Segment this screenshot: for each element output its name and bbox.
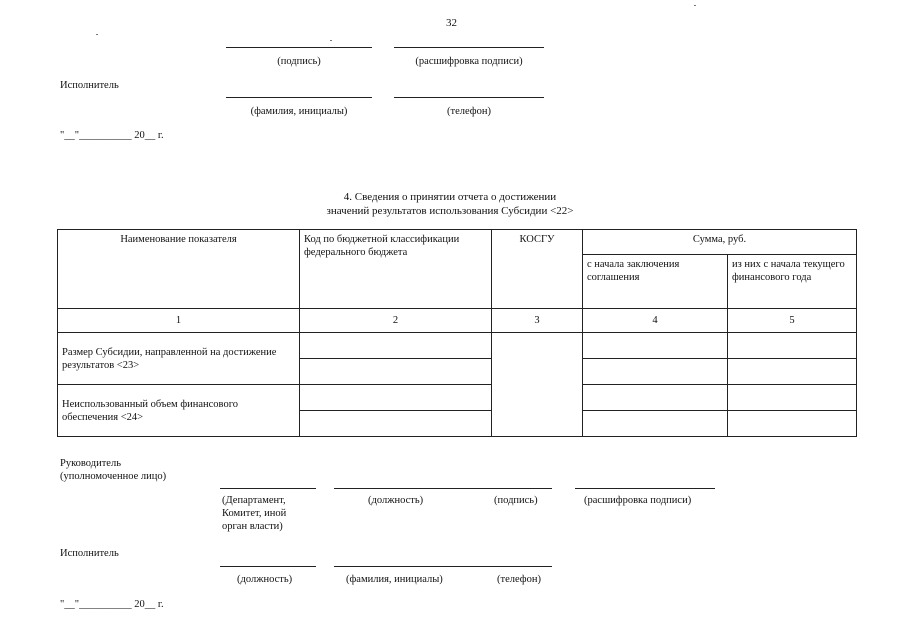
table-cell[interactable] bbox=[728, 333, 857, 359]
position-signature-line[interactable] bbox=[334, 488, 552, 489]
page-number: 32 bbox=[446, 17, 457, 29]
executor-label-bottom: Исполнитель bbox=[60, 548, 119, 559]
department-label-line1: (Департамент, bbox=[222, 495, 286, 506]
executor-phone-line[interactable] bbox=[394, 97, 544, 98]
table-cell[interactable] bbox=[300, 359, 492, 385]
table-cell[interactable] bbox=[583, 385, 728, 411]
column-number: 3 bbox=[492, 309, 583, 333]
executor-phone-label: (телефон) bbox=[447, 106, 491, 117]
report-table bbox=[57, 229, 857, 437]
executor-label: Исполнитель bbox=[60, 80, 119, 91]
decoding-label-bottom: (расшифровка подписи) bbox=[584, 495, 692, 506]
section-title-line1: 4. Сведения о принятии отчета о достижении bbox=[343, 191, 557, 203]
decoding-line[interactable] bbox=[575, 488, 715, 489]
signature-label-bottom: (подпись) bbox=[494, 495, 538, 506]
header-since-start: с начала заключения соглашения bbox=[583, 255, 728, 309]
department-label-line2: Комитет, иной bbox=[222, 508, 287, 519]
column-number: 2 bbox=[300, 309, 492, 333]
scan-speck bbox=[330, 40, 332, 41]
table-cell[interactable] bbox=[728, 359, 857, 385]
executor-name-label-bottom: (фамилия, инициалы) bbox=[346, 574, 443, 585]
signature-decoding-label: (расшифровка подписи) bbox=[415, 56, 523, 67]
column-number: 1 bbox=[58, 309, 300, 333]
table-cell[interactable] bbox=[728, 385, 857, 411]
row-label-subsidy: Размер Субсидии, направленной на достижение результатов <23> bbox=[58, 333, 300, 385]
table-cell[interactable] bbox=[300, 333, 492, 359]
table-cell[interactable] bbox=[300, 411, 492, 437]
executor-name-label: (фамилия, инициалы) bbox=[250, 106, 348, 117]
table-cell[interactable] bbox=[300, 385, 492, 411]
date-line[interactable]: "__"__________ 20__ г. bbox=[60, 130, 164, 141]
head-label-line2: (уполномоченное лицо) bbox=[60, 471, 167, 482]
executor-position-line[interactable] bbox=[220, 566, 316, 567]
column-number: 4 bbox=[583, 309, 728, 333]
signature-line[interactable] bbox=[226, 47, 372, 48]
header-sum: Сумма, руб. bbox=[583, 230, 857, 255]
executor-name-phone-line[interactable] bbox=[334, 566, 552, 567]
department-line[interactable] bbox=[220, 488, 316, 489]
table-cell[interactable] bbox=[728, 411, 857, 437]
executor-name-line[interactable] bbox=[226, 97, 372, 98]
position-label: (должность) bbox=[368, 495, 424, 506]
header-indicator: Наименование показателя bbox=[58, 230, 300, 309]
scan-speck bbox=[694, 5, 696, 6]
department-label-line3: орган власти) bbox=[222, 521, 283, 532]
table-cell-kosgu[interactable] bbox=[492, 333, 583, 437]
table-cell[interactable] bbox=[583, 411, 728, 437]
signature-label: (подпись) bbox=[277, 56, 321, 67]
header-current-year: из них с начала текущего финансового года bbox=[728, 255, 857, 309]
executor-phone-label-bottom: (телефон) bbox=[497, 574, 541, 585]
signature-decoding-line[interactable] bbox=[394, 47, 544, 48]
header-budget-code: Код по бюджетной классификации федерального бюджета bbox=[300, 230, 492, 309]
head-label-line1: Руководитель bbox=[60, 458, 121, 469]
table-cell[interactable] bbox=[583, 333, 728, 359]
date-line-bottom[interactable]: "__"__________ 20__ г. bbox=[60, 599, 164, 610]
column-number: 5 bbox=[728, 309, 857, 333]
scan-speck bbox=[96, 34, 98, 35]
header-kosgu: КОСГУ bbox=[492, 230, 583, 309]
section-title-line2: значений результатов использования Субсидии <22> bbox=[326, 205, 574, 217]
row-label-unused: Неиспользованный объем финансового обеспечения <24> bbox=[58, 385, 300, 437]
table-cell[interactable] bbox=[583, 359, 728, 385]
executor-position-label: (должность) bbox=[237, 574, 293, 585]
